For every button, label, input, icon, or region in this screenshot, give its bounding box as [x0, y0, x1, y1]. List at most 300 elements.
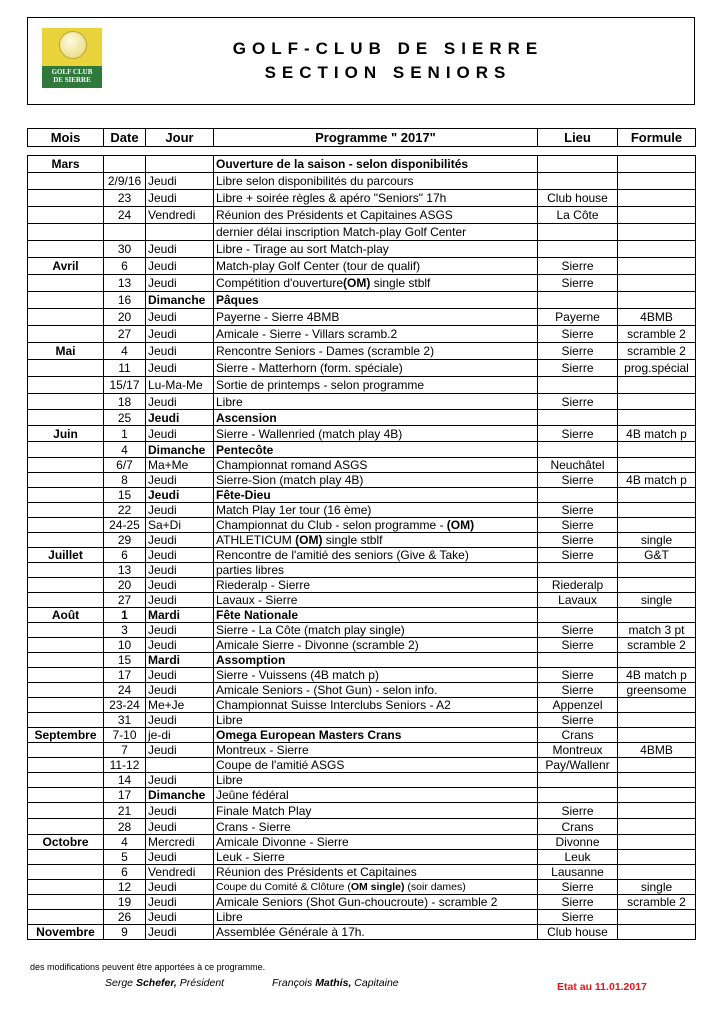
cell-mois: [28, 326, 104, 343]
cell-formule: [618, 173, 696, 190]
cell-formule: [618, 241, 696, 258]
table-row: [28, 850, 696, 865]
cell-lieu: Sierre: [538, 910, 618, 925]
cell-date: 16: [104, 292, 146, 309]
cell-lieu: Sierre: [538, 473, 618, 488]
table-row: [28, 458, 696, 473]
cell-mois: [28, 292, 104, 309]
cell-lieu: Sierre: [538, 668, 618, 683]
cell-date: 7: [104, 743, 146, 758]
programme-text: Libre selon disponibilités du parcours: [216, 174, 414, 188]
table-row: [28, 683, 696, 698]
sig2-role: Capitaine: [354, 977, 399, 989]
cell-mois: [28, 698, 104, 713]
cell-lieu: Sierre: [538, 518, 618, 533]
table-row: [28, 173, 696, 190]
cell-jour: Jeudi: [146, 360, 214, 377]
cell-jour: [146, 224, 214, 241]
cell-date: 28: [104, 819, 146, 835]
cell-lieu: Sierre: [538, 623, 618, 638]
cell-formule: [618, 410, 696, 426]
programme-text: Libre: [216, 773, 243, 787]
cell-jour: [146, 758, 214, 773]
cell-jour: [146, 156, 214, 173]
cell-programme: [214, 394, 538, 410]
table-row: [28, 360, 696, 377]
cell-programme: [214, 458, 538, 473]
table-row: [28, 326, 696, 343]
col-header-date: Date: [104, 129, 146, 147]
cell-mois: [28, 880, 104, 895]
cell-mois: [28, 593, 104, 608]
cell-formule: scramble 2: [618, 895, 696, 910]
cell-date: 2/9/16: [104, 173, 146, 190]
programme-text: Lavaux - Sierre: [216, 593, 298, 607]
programme-text: Compétition d'ouverture: [216, 276, 344, 290]
cell-mois: [28, 623, 104, 638]
table-header-row: [28, 129, 696, 147]
cell-lieu: [538, 442, 618, 458]
cell-mois: [28, 360, 104, 377]
cell-programme: [214, 224, 538, 241]
cell-jour: Jeudi: [146, 410, 214, 426]
sig2-last: Mathis,: [315, 977, 352, 989]
cell-formule: 4B match p: [618, 668, 696, 683]
cell-mois: [28, 758, 104, 773]
cell-mois: Avril: [28, 258, 104, 275]
cell-programme: [214, 788, 538, 803]
sig1-last: Schefer,: [135, 977, 177, 989]
cell-jour: Jeudi: [146, 880, 214, 895]
sig2-first: François: [272, 977, 313, 989]
cell-mois: [28, 865, 104, 880]
cell-date: [104, 224, 146, 241]
col-header-jour: Jour: [146, 129, 214, 147]
cell-mois: [28, 275, 104, 292]
col-header-programme: Programme " 2017": [214, 129, 538, 147]
golf-ball-icon: [59, 31, 87, 59]
cell-date: 30: [104, 241, 146, 258]
cell-jour: Jeudi: [146, 173, 214, 190]
cell-jour: Jeudi: [146, 309, 214, 326]
programme-text: Sierre-Sion (match play 4B): [216, 473, 364, 487]
programme-text: Jeûne fédéral: [216, 788, 289, 802]
programme-text: Libre + soirée règles & apéro "Seniors" 17h: [216, 191, 447, 205]
programme-bold-text: OM single): [350, 881, 405, 893]
table-row: [28, 578, 696, 593]
cell-jour: Jeudi: [146, 803, 214, 819]
programme-text: Réunion des Présidents et Capitaines ASGS: [216, 208, 453, 222]
cell-mois: [28, 653, 104, 668]
cell-mois: [28, 850, 104, 865]
table-row: [28, 713, 696, 728]
cell-programme: [214, 835, 538, 850]
cell-jour: Jeudi: [146, 819, 214, 835]
cell-programme: [214, 207, 538, 224]
cell-formule: 4B match p: [618, 473, 696, 488]
signature-captain: [272, 977, 399, 989]
cell-jour: Mardi: [146, 608, 214, 623]
cell-programme: [214, 503, 538, 518]
cell-date: 13: [104, 563, 146, 578]
cell-mois: Juin: [28, 426, 104, 442]
cell-lieu: Sierre: [538, 683, 618, 698]
cell-formule: G&T: [618, 548, 696, 563]
table-row: [28, 473, 696, 488]
cell-date: 12: [104, 880, 146, 895]
programme-text: Sierre - La Côte (match play single): [216, 623, 405, 637]
cell-formule: [618, 518, 696, 533]
table-row: [28, 442, 696, 458]
cell-date: 31: [104, 713, 146, 728]
cell-programme: [214, 156, 538, 173]
cell-formule: greensome: [618, 683, 696, 698]
table-row: [28, 190, 696, 207]
programme-text: Assemblée Générale à 17h.: [216, 925, 365, 939]
programme-text-suffix: single stblf: [322, 533, 383, 547]
cell-programme: [214, 548, 538, 563]
programme-text: Omega European Masters Crans: [216, 728, 402, 742]
table-row: [28, 758, 696, 773]
cell-programme: [214, 895, 538, 910]
programme-bold-text: (OM): [295, 533, 323, 547]
cell-mois: [28, 803, 104, 819]
programme-text: Finale Match Play: [216, 803, 312, 818]
cell-programme: [214, 410, 538, 426]
cell-jour: Vendredi: [146, 865, 214, 880]
table-row: [28, 910, 696, 925]
cell-date: 23-24: [104, 698, 146, 713]
cell-programme: [214, 593, 538, 608]
cell-lieu: [538, 563, 618, 578]
programme-text: Ouverture de la saison - selon disponibilités: [216, 157, 469, 171]
cell-lieu: Sierre: [538, 880, 618, 895]
cell-mois: [28, 309, 104, 326]
cell-mois: Juillet: [28, 548, 104, 563]
table-row: [28, 377, 696, 394]
programme-table: [27, 128, 696, 940]
cell-date: 15: [104, 488, 146, 503]
cell-jour: Jeudi: [146, 258, 214, 275]
cell-programme: [214, 850, 538, 865]
cell-lieu: Sierre: [538, 533, 618, 548]
programme-text: Payerne - Sierre 4BMB: [216, 310, 340, 324]
golf-club-logo: [42, 28, 102, 88]
cell-jour: Jeudi: [146, 563, 214, 578]
cell-lieu: [538, 224, 618, 241]
cell-mois: [28, 394, 104, 410]
cell-mois: [28, 773, 104, 788]
cell-jour: Jeudi: [146, 593, 214, 608]
cell-mois: Mai: [28, 343, 104, 360]
programme-text: Sierre - Vuissens (4B match p): [216, 668, 379, 682]
table-row: [28, 224, 696, 241]
cell-mois: [28, 518, 104, 533]
cell-formule: [618, 819, 696, 835]
cell-lieu: [538, 608, 618, 623]
table-row: [28, 593, 696, 608]
table-row: [28, 503, 696, 518]
cell-jour: Jeudi: [146, 275, 214, 292]
cell-jour: Mercredi: [146, 835, 214, 850]
cell-programme: [214, 377, 538, 394]
page-title: GOLF-CLUB DE SIERRE: [232, 39, 544, 58]
cell-date: 15/17: [104, 377, 146, 394]
cell-formule: [618, 803, 696, 819]
cell-mois: [28, 743, 104, 758]
cell-programme: [214, 442, 538, 458]
cell-programme: [214, 758, 538, 773]
table-row: [28, 819, 696, 835]
programme-text: Libre - Tirage au sort Match-play: [216, 242, 389, 256]
cell-formule: 4BMB: [618, 309, 696, 326]
cell-formule: [618, 788, 696, 803]
cell-jour: Jeudi: [146, 343, 214, 360]
cell-formule: scramble 2: [618, 326, 696, 343]
cell-lieu: Sierre: [538, 343, 618, 360]
table-row: [28, 623, 696, 638]
programme-text: Libre: [216, 713, 243, 727]
cell-mois: [28, 473, 104, 488]
programme-text: Coupe du Comité & Clôture (: [216, 881, 351, 893]
cell-mois: [28, 241, 104, 258]
cell-jour: Jeudi: [146, 910, 214, 925]
cell-date: 23: [104, 190, 146, 207]
cell-formule: [618, 190, 696, 207]
cell-date: 9: [104, 925, 146, 940]
cell-jour: Vendredi: [146, 207, 214, 224]
programme-text: Rencontre Seniors - Dames (scramble 2): [216, 344, 435, 358]
cell-date: 6: [104, 548, 146, 563]
cell-lieu: [538, 173, 618, 190]
cell-formule: single: [618, 880, 696, 895]
cell-jour: Jeudi: [146, 895, 214, 910]
cell-lieu: [538, 377, 618, 394]
programme-bold-text: (OM): [343, 276, 371, 290]
cell-formule: [618, 698, 696, 713]
cell-date: 19: [104, 895, 146, 910]
programme-text: Fête Nationale: [216, 608, 299, 622]
table-row: [28, 803, 696, 819]
cell-jour: Jeudi: [146, 683, 214, 698]
cell-jour: Jeudi: [146, 743, 214, 758]
programme-text: parties libres: [216, 563, 285, 577]
cell-lieu: [538, 773, 618, 788]
cell-programme: [214, 803, 538, 819]
cell-jour: Me+Je: [146, 698, 214, 713]
cell-formule: [618, 653, 696, 668]
cell-jour: Ma+Me: [146, 458, 214, 473]
cell-lieu: [538, 653, 618, 668]
programme-text: Championnat Suisse Interclubs Seniors - A2: [216, 698, 451, 712]
programme-text: Crans - Sierre: [216, 819, 291, 834]
sig1-role: Président: [179, 977, 225, 989]
cell-lieu: [538, 410, 618, 426]
cell-date: 4: [104, 835, 146, 850]
cell-formule: [618, 258, 696, 275]
cell-date: 5: [104, 850, 146, 865]
cell-mois: [28, 713, 104, 728]
cell-formule: [618, 377, 696, 394]
cell-formule: [618, 394, 696, 410]
programme-text: Amicale Seniors - (Shot Gun) - selon info.: [216, 683, 438, 697]
cell-programme: [214, 173, 538, 190]
cell-date: 24-25: [104, 518, 146, 533]
cell-date: 17: [104, 668, 146, 683]
cell-programme: [214, 426, 538, 442]
cell-date: 29: [104, 533, 146, 548]
cell-programme: [214, 773, 538, 788]
cell-mois: [28, 173, 104, 190]
cell-jour: Lu-Ma-Me: [146, 377, 214, 394]
table-row: [28, 880, 696, 895]
cell-formule: [618, 925, 696, 940]
cell-formule: scramble 2: [618, 343, 696, 360]
cell-jour: Jeudi: [146, 326, 214, 343]
cell-mois: [28, 910, 104, 925]
cell-date: 26: [104, 910, 146, 925]
col-header-mois: Mois: [28, 129, 104, 147]
status-date: Etat au 11.01.2017: [557, 981, 647, 993]
programme-text-suffix: single stblf: [370, 276, 431, 290]
cell-lieu: Sierre: [538, 713, 618, 728]
cell-formule: [618, 835, 696, 850]
cell-jour: Sa+Di: [146, 518, 214, 533]
cell-lieu: Sierre: [538, 803, 618, 819]
cell-programme: [214, 488, 538, 503]
cell-lieu: Sierre: [538, 326, 618, 343]
cell-formule: [618, 713, 696, 728]
cell-jour: Jeudi: [146, 713, 214, 728]
cell-lieu: Sierre: [538, 394, 618, 410]
table-body: [28, 147, 696, 940]
cell-date: 6: [104, 258, 146, 275]
table-row: [28, 608, 696, 623]
cell-lieu: Pay/Wallenr: [538, 758, 618, 773]
cell-mois: [28, 224, 104, 241]
header-box: [27, 17, 695, 105]
cell-jour: Jeudi: [146, 578, 214, 593]
cell-formule: [618, 608, 696, 623]
cell-date: 3: [104, 623, 146, 638]
cell-date: 15: [104, 653, 146, 668]
programme-text: Rencontre de l'amitié des seniors (Give & Take): [216, 548, 469, 562]
programme-text: Coupe de l'amitié ASGS: [216, 758, 345, 772]
cell-mois: [28, 442, 104, 458]
programme-text: Match Play 1er tour (16 ème): [216, 503, 372, 517]
cell-date: 24: [104, 207, 146, 224]
cell-mois: [28, 207, 104, 224]
cell-lieu: Sierre: [538, 360, 618, 377]
cell-jour: Jeudi: [146, 190, 214, 207]
cell-programme: [214, 533, 538, 548]
cell-programme: [214, 518, 538, 533]
cell-lieu: Riederalp: [538, 578, 618, 593]
cell-date: 17: [104, 788, 146, 803]
table-row: [28, 743, 696, 758]
cell-jour: Jeudi: [146, 850, 214, 865]
cell-formule: 4BMB: [618, 743, 696, 758]
cell-mois: [28, 377, 104, 394]
cell-mois: [28, 533, 104, 548]
programme-text: Réunion des Présidents et Capitaines: [216, 865, 417, 879]
cell-date: 27: [104, 593, 146, 608]
table-row: [28, 518, 696, 533]
cell-programme: [214, 190, 538, 207]
cell-jour: Jeudi: [146, 394, 214, 410]
cell-date: 13: [104, 275, 146, 292]
cell-date: 1: [104, 426, 146, 442]
cell-programme: [214, 683, 538, 698]
col-header-lieu: Lieu: [538, 129, 618, 147]
cell-formule: [618, 910, 696, 925]
cell-programme: [214, 343, 538, 360]
programme-text: Sierre - Wallenried (match play 4B): [216, 426, 403, 441]
cell-mois: Novembre: [28, 925, 104, 940]
cell-formule: [618, 865, 696, 880]
programme-text: Amicale - Sierre - Villars scramb.2: [216, 327, 398, 341]
cell-date: 21: [104, 803, 146, 819]
cell-date: [104, 156, 146, 173]
cell-lieu: Sierre: [538, 258, 618, 275]
programme-text: Montreux - Sierre: [216, 743, 309, 757]
cell-lieu: Lavaux: [538, 593, 618, 608]
cell-jour: Jeudi: [146, 925, 214, 940]
programme-text: dernier délai inscription Match-play Golf Center: [216, 225, 467, 239]
cell-formule: [618, 207, 696, 224]
cell-lieu: Appenzel: [538, 698, 618, 713]
table-row: [28, 773, 696, 788]
programme-text: Pentecôte: [216, 442, 274, 457]
cell-jour: Mardi: [146, 653, 214, 668]
programme-text: Championnat du Club - selon programme -: [216, 518, 447, 532]
cell-programme: [214, 608, 538, 623]
table-row: [28, 865, 696, 880]
cell-programme: [214, 563, 538, 578]
cell-jour: Dimanche: [146, 442, 214, 458]
cell-jour: Jeudi: [146, 773, 214, 788]
cell-programme: [214, 728, 538, 743]
cell-jour: Jeudi: [146, 426, 214, 442]
table-row: [28, 156, 696, 173]
cell-lieu: [538, 488, 618, 503]
programme-text: Sortie de printemps - selon programme: [216, 378, 425, 392]
cell-formule: [618, 728, 696, 743]
cell-date: 7-10: [104, 728, 146, 743]
table-row: [28, 410, 696, 426]
cell-date: 11-12: [104, 758, 146, 773]
cell-lieu: Lausanne: [538, 865, 618, 880]
cell-jour: Jeudi: [146, 533, 214, 548]
table-row: [28, 788, 696, 803]
cell-formule: [618, 563, 696, 578]
table-row: [28, 895, 696, 910]
cell-lieu: Sierre: [538, 895, 618, 910]
cell-jour: je-di: [146, 728, 214, 743]
cell-programme: [214, 623, 538, 638]
cell-programme: [214, 910, 538, 925]
cell-programme: [214, 326, 538, 343]
cell-mois: Août: [28, 608, 104, 623]
cell-formule: scramble 2: [618, 638, 696, 653]
cell-formule: single: [618, 533, 696, 548]
programme-text: Amicale Divonne - Sierre: [216, 835, 349, 849]
cell-mois: [28, 683, 104, 698]
programme-text: Championnat romand ASGS: [216, 458, 368, 472]
cell-lieu: Neuchâtel: [538, 458, 618, 473]
programme-text: Assomption: [216, 653, 286, 667]
cell-mois: [28, 578, 104, 593]
